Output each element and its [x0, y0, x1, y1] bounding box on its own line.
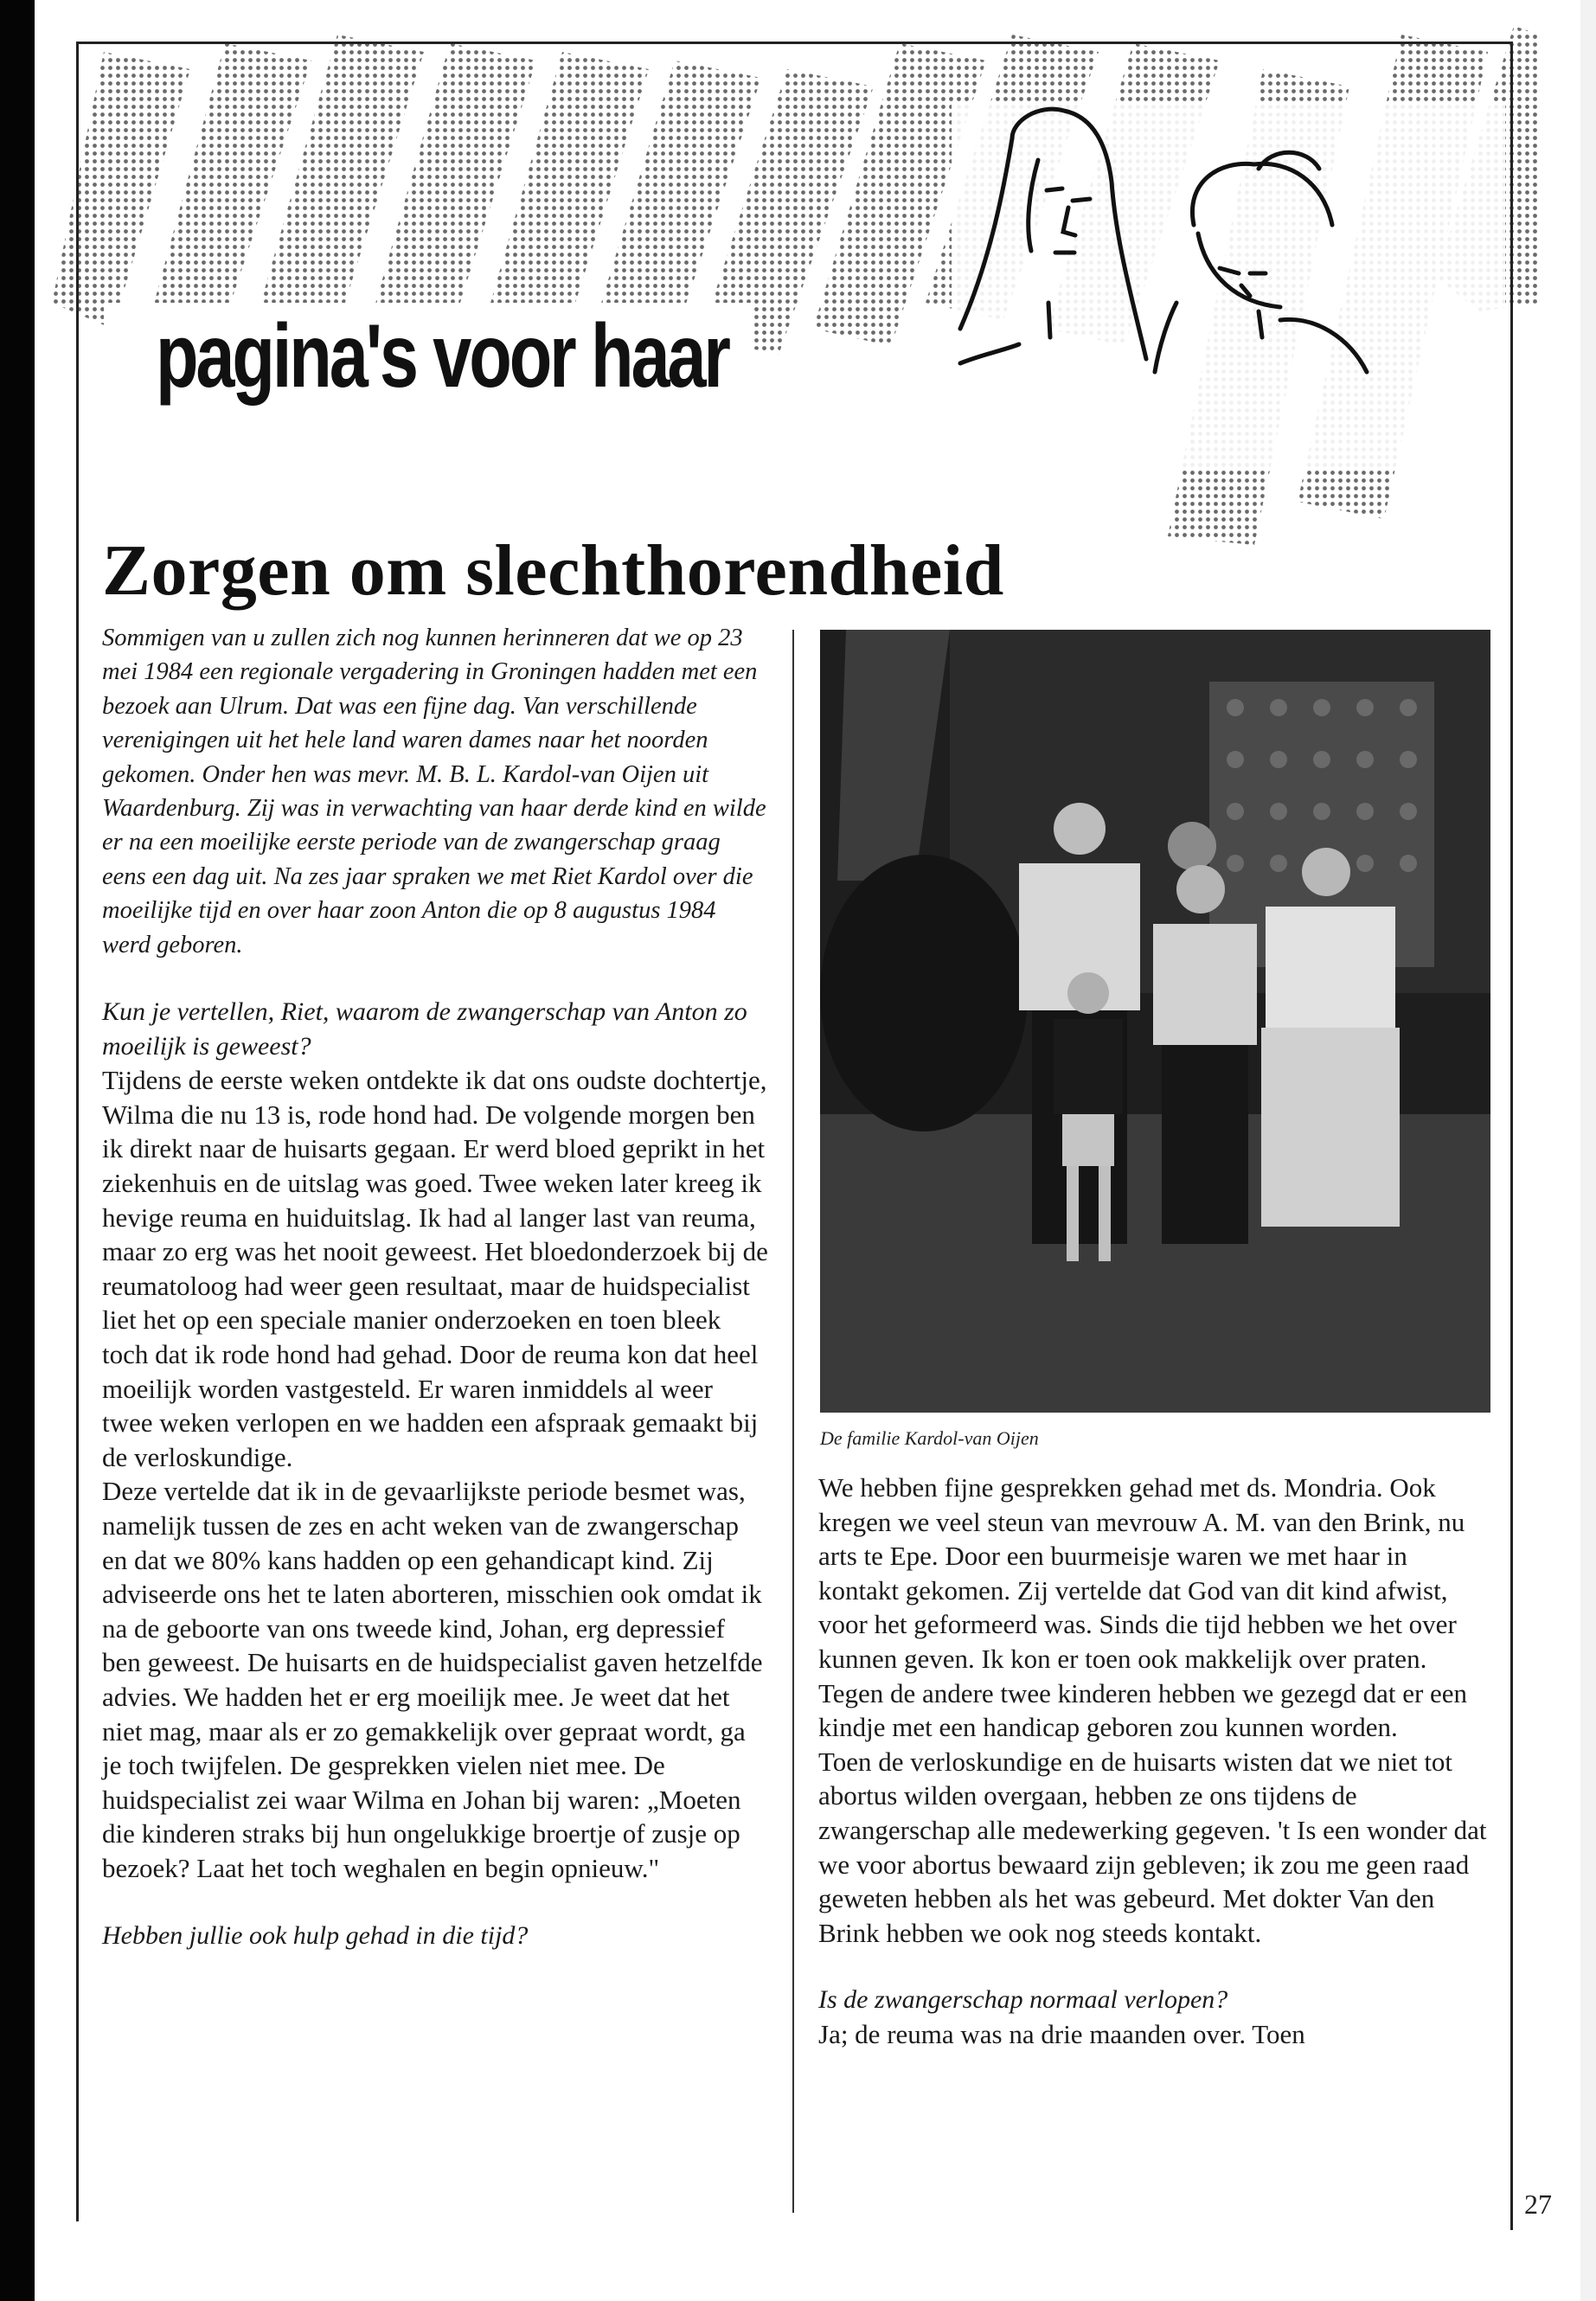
page-number-rule	[1510, 2187, 1513, 2230]
interview-question-2: Hebben jullie ook hulp gehad in die tijd?	[102, 1920, 529, 1950]
family-photo	[820, 630, 1490, 1413]
answer-paragraph-1b: Deze vertelde dat ik in de gevaarlijkste periode besmet was, namelijk tussen de zes en acht weken van de zwangerschap en dat we 80% kans hadden op een gehandicapt kind. Zij adviseerde ons het te laten aborteren, misschien ook omdat ik na de geboorte van ons tweede kind, Johan, erg depressief ben geweest. De huisarts en de huidspecialist gaven hetzelfde advies. We hadden het er erg moeilijk mee. Je weet dat het niet mag, maar als er zo gemakkelijk over gepraat wordt, ga je toch twijfelen. De gesprekken vielen niet mee. De huidspecialist zei waar Wilma en Johan bij waren: „Moeten die kinderen straks bij hun ongelukkige broertje of zusje op bezoek? Laat het toch weghalen en begin opnieuw."	[102, 1476, 763, 1883]
header-illustration	[52, 17, 1540, 545]
left-column	[102, 621, 768, 1952]
frame-left-rule	[76, 42, 79, 2221]
intro-paragraph: Sommigen van u zullen zich nog kunnen herinneren dat we op 23 mei 1984 een regionale vergadering in Groningen hadden met een bezoek aan Ulrum. Dat was een fijne dag. Van verschillende verenigingen uit het hele land waren dames naar het noorden gekomen. Onder hen was mevr. M. B. L. Kardol-van Oijen uit Waardenburg. Zij was in verwachting van haar derde kind en wilde er na een moeilijke eerste periode van de zwangerschap graag eens een dag uit. Na zes jaar spraken we met Riet Kardol over die moeilijke tijd en over haar zoon Anton die op 8 augustus 1984 werd geboren.	[102, 625, 766, 958]
interview-question-1: Kun je vertellen, Riet, waarom de zwangerschap van Anton zo moeilijk is geweest?	[102, 997, 747, 1061]
right-column	[818, 1471, 1489, 2052]
scan-left-edge	[0, 0, 35, 2301]
answer-paragraph-3: Ja; de reuma was na drie maanden over. Toen	[818, 2018, 1305, 2049]
section-title: pagina's voor haar	[156, 306, 728, 407]
photo-caption: De familie Kardol-van Oijen	[820, 1427, 1039, 1449]
interview-question-3: Is de zwangerschap normaal verlopen?	[818, 1985, 1228, 2015]
answer-paragraph-2a: We hebben fijne gesprekken gehad met ds. Mondria. Ook kregen we veel steun van mevrouw A. M. van den Brink, nu arts te Epe. Door een buurmeisje waren we met haar in kontakt gekomen. Zij vertelde dat God van dit kind afwist, voor het geformeerd was. Sinds die tijd hebben we het over kunnen geven. Ik kon er toen ook makkelijk over praten. Tegen de andere twee kinderen hebben we gezegd dat er een kindje met een handicap geboren zou kunnen worden.	[818, 1472, 1468, 1743]
column-divider	[792, 630, 794, 2213]
scan-right-edge	[1580, 0, 1596, 2301]
frame-top-rule	[76, 42, 1512, 44]
answer-paragraph-2b: Toen de verloskundige en de huisarts wisten dat we niet tot abortus wilden overgaan, hebben ze ons tijdens de zwangerschap alle medewerking gegeven. 't Is een wonder dat we voor abortus bewaard zijn gebleven; ik zou me geen raad geweten hebben als het was gebeurd. Met dokter Van den Brink hebben we ook nog steeds kontakt.	[818, 1746, 1487, 1948]
page-number: 27	[1524, 2189, 1552, 2220]
article-headline: Zorgen om slechthorendheid	[102, 530, 1004, 611]
frame-right-rule	[1510, 42, 1513, 2195]
answer-paragraph-1a: Tijdens de eerste weken ontdekte ik dat ons oudste dochtertje, Wilma die nu 13 is, rode hond had. De volgende morgen ben ik direkt naar de huisarts gegaan. Er werd bloed geprikt in het ziekenhuis en de uitslag was goed. Twee weken later kreeg ik hevige reuma en huiduitslag. Ik had al langer last van reuma, maar zo erg was het nooit geweest. Het bloedonderzoek bij de reumatoloog had weer geen resultaat, maar de huidspecialist liet het op een speciale manier onderzoeken en toen bleek toch dat ik rode hond had gehad. Door de reuma kon dat heel moeilijk worden vastgesteld. Er waren inmiddels al weer twee weken verlopen en we hadden een afspraak gemaakt bij de verloskundige.	[102, 1065, 768, 1472]
